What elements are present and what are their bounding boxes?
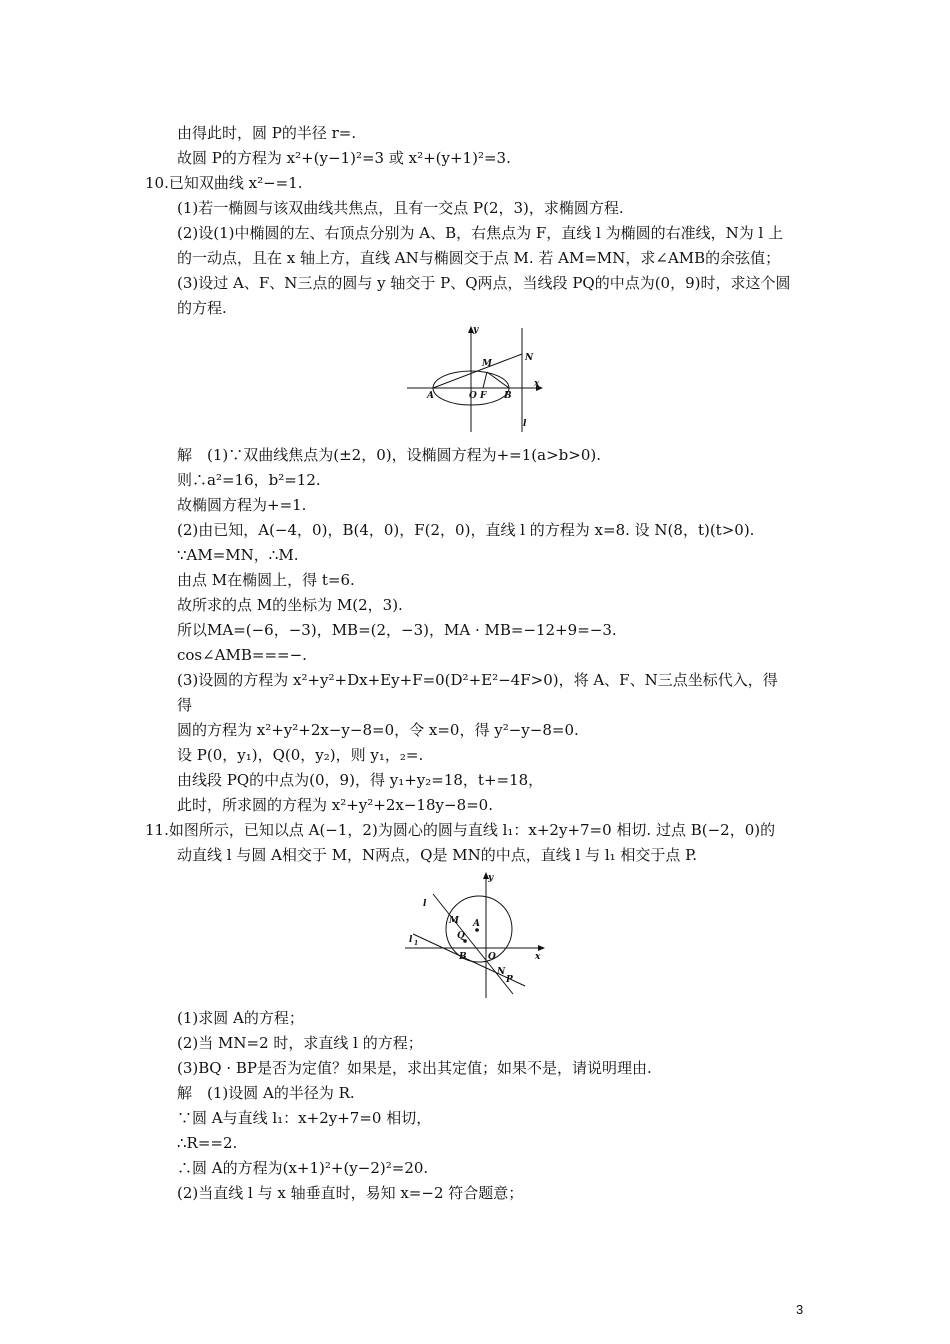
- label-N: N: [525, 353, 534, 363]
- text-line: 所以MA=(−6，−3)，MB=(2，−3)，MA · MB=−12+9=−3.: [177, 621, 617, 639]
- text-line: (1)若一椭圆与该双曲线共焦点，且有一交点 P(2，3)，求椭圆方程.: [177, 199, 624, 217]
- text-line: 由得此时，圆 P的半径 r=.: [177, 124, 357, 142]
- text-line: 则∴a²=16，b²=12.: [177, 471, 321, 489]
- label-y: y: [473, 325, 479, 335]
- label-l1-subscript: 1: [414, 940, 419, 947]
- label-O: O: [488, 952, 496, 962]
- label-M: M: [482, 359, 492, 369]
- text-line: 故所求的点 M的坐标为 M(2，3).: [177, 596, 403, 614]
- text-line: 解 (1)∵双曲线焦点为(±2，0)，设椭圆方程为+=1(a>b>0).: [177, 446, 601, 464]
- text-line: ∵圆 A与直线 l₁：x+2y+7=0 相切，: [177, 1109, 432, 1127]
- text-line: (3)设圆的方程为 x²+y²+Dx+Ey+F=0(D²+E²−4F>0)，将 A、F、N三点坐标代入，得: [177, 671, 778, 689]
- problem-11-heading: 11.如图所示，已知以点 A(−1，2)为圆心的圆与直线 l₁：x+2y+7=0 相切. 过点 B(−2，0)的: [145, 821, 776, 839]
- text-line: (1)求圆 A的方程；: [177, 1009, 304, 1027]
- label-l: l: [523, 419, 527, 429]
- label-B: B: [459, 952, 467, 962]
- text-line: ∴R==2.: [177, 1134, 238, 1152]
- text-line: (2)设(1)中椭圆的左、右顶点分别为 A、B，右焦点为 F，直线 l 为椭圆的右准线，N为 l 上: [177, 224, 784, 242]
- text-line: 解 (1)设圆 A的半径为 R.: [177, 1084, 355, 1102]
- label-A: A: [427, 391, 434, 401]
- text-line: cos∠AMB===−.: [177, 646, 307, 664]
- label-y: y: [488, 873, 494, 883]
- label-A: A: [473, 919, 480, 929]
- text-line: ∴圆 A的方程为(x+1)²+(y−2)²=20.: [177, 1159, 429, 1177]
- label-P: P: [506, 975, 513, 985]
- x-axis-arrow: [538, 945, 545, 951]
- text-line: 故圆 P的方程为 x²+(y−1)²=3 或 x²+(y+1)²=3.: [177, 149, 511, 167]
- text-line: (2)当直线 l 与 x 轴垂直时，易知 x=−2 符合题意；: [177, 1184, 524, 1202]
- text-line: 由线段 PQ的中点为(0，9)，得 y₁+y₂=18，t+=18，: [177, 771, 544, 789]
- label-l: l: [423, 899, 427, 909]
- text-line: 的一动点，且在 x 轴上方，直线 AN与椭圆交于点 M. 若 AM=MN，求∠AMB的余弦值；: [177, 249, 781, 267]
- page-number: 3: [796, 1302, 804, 1317]
- line-l: [433, 894, 513, 994]
- ellipse-figure: [405, 322, 545, 434]
- text-line: 得: [177, 696, 193, 714]
- label-Q: Q: [457, 931, 465, 941]
- text-line: 的方程.: [177, 299, 227, 317]
- text-line: (3)设过 A、F、N三点的圆与 y 轴交于 P、Q两点，当线段 PQ的中点为(0，9)时，求这个圆: [177, 274, 791, 292]
- label-x: x: [534, 379, 540, 389]
- label-F: F: [480, 391, 487, 401]
- text-line: 此时，所求圆的方程为 x²+y²+2x−18y−8=0.: [177, 796, 493, 814]
- label-M: M: [449, 916, 459, 926]
- circle-figure: [403, 868, 548, 1000]
- text-line: (3)BQ · BP是否为定值？如果是，求出其定值；如果不是，请说明理由.: [177, 1059, 652, 1077]
- label-O: O: [469, 391, 477, 401]
- segment-MB: [487, 372, 509, 388]
- label-N: N: [497, 967, 506, 977]
- label-B: B: [504, 391, 512, 401]
- text-line: (2)由已知，A(−4，0)，B(4，0)，F(2，0)，直线 l 的方程为 x=8. 设 N(8，t)(t>0).: [177, 521, 755, 539]
- text-line: 动直线 l 与圆 A相交于 M，N两点，Q是 MN的中点，直线 l 与 l₁ 相交于点 P.: [177, 846, 698, 864]
- text-line: 圆的方程为 x²+y²+2x−y−8=0，令 x=0，得 y²−y−8=0.: [177, 721, 579, 739]
- label-x: x: [535, 952, 541, 962]
- line-AN: [433, 354, 522, 388]
- label-l1: l: [409, 935, 413, 945]
- text-line: 故椭圆方程为+=1.: [177, 496, 307, 514]
- segment-MF: [483, 372, 487, 388]
- problem-10-heading: 10.已知双曲线 x²−=1.: [145, 174, 303, 192]
- text-line: 设 P(0，y₁)，Q(0，y₂)，则 y₁，₂=.: [177, 746, 424, 764]
- text-line: ∵AM=MN，∴M.: [177, 546, 299, 564]
- text-line: 由点 M在椭圆上，得 t=6.: [177, 571, 355, 589]
- text-line: (2)当 MN=2 时，求直线 l 的方程；: [177, 1034, 423, 1052]
